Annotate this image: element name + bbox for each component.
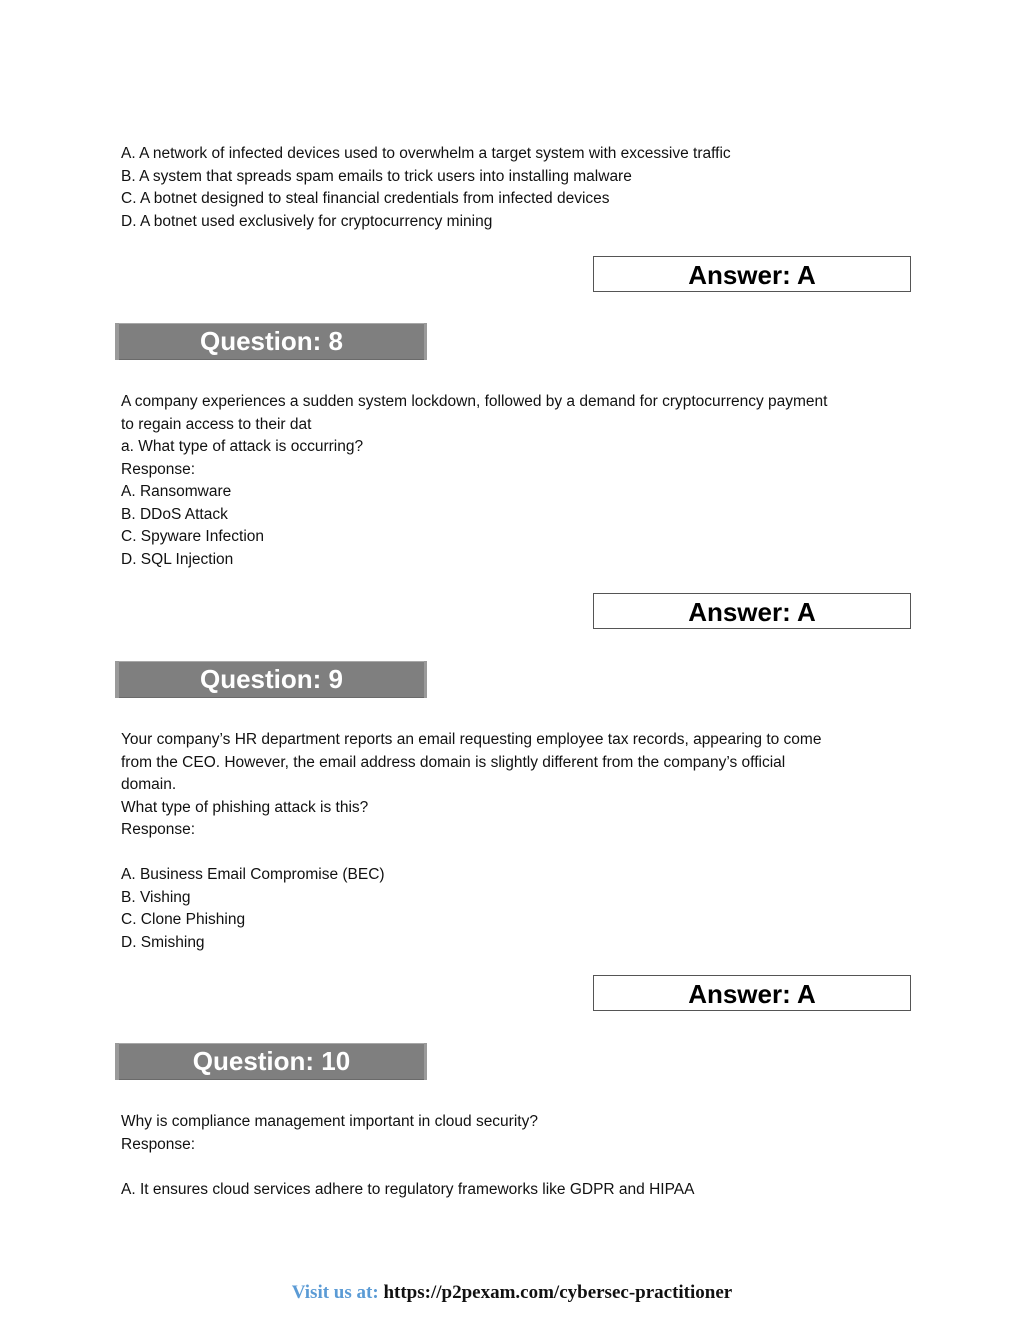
- q9-response-label: Response:: [121, 821, 196, 838]
- q8-option-a: A. Ransomware: [121, 483, 232, 500]
- q9-line: domain.: [121, 776, 177, 793]
- q9-option-c: C. Clone Phishing: [121, 911, 246, 928]
- q8-line: a. What type of attack is occurring?: [121, 438, 364, 455]
- q9-option-b: B. Vishing: [121, 888, 191, 906]
- q9-heading: Question: 9: [199, 664, 343, 694]
- q7-answer-box: Answer: A: [593, 256, 911, 292]
- footer: [0, 1281, 1024, 1305]
- footer-url-link[interactable]: https://p2pexam.com/cybersec-practitioner: [383, 1282, 733, 1303]
- q8-response-label: Response:: [121, 460, 196, 478]
- q8-answer-box: Answer: A: [593, 593, 911, 629]
- q9-answer-box: Answer: A: [593, 975, 911, 1011]
- q10-response-label: Response:: [121, 1135, 196, 1153]
- q9-heading-bar: [115, 661, 427, 698]
- q9-line: Your company’s HR department reports an email requesting employee tax records, appearing to come: [121, 731, 822, 748]
- q8-body: [121, 391, 911, 571]
- q7-option-c: C. A botnet designed to steal financial credentials from infected devices: [121, 190, 610, 207]
- spacer: [121, 842, 911, 865]
- q9-line: from the CEO. However, the email address domain is slightly different from the company’s official: [121, 753, 786, 771]
- q8-line: A company experiences a sudden system lockdown, followed by a demand for cryptocurrency payment: [121, 393, 828, 410]
- q7-option-d: D. A botnet used exclusively for cryptocurrency mining: [121, 212, 493, 230]
- q8-line: to regain access to their dat: [121, 415, 312, 433]
- q9-option-d: D. Smishing: [121, 933, 205, 951]
- q10-heading: Question: 10: [192, 1046, 351, 1076]
- q10-body: [121, 1111, 911, 1201]
- q10-heading-bar: [115, 1043, 427, 1080]
- spacer: [121, 1156, 911, 1179]
- q8-option-c: C. Spyware Infection: [121, 528, 265, 545]
- q10-option-a: A. It ensures cloud services adhere to regulatory frameworks like GDPR and HIPAA: [121, 1180, 695, 1198]
- q9-body: [121, 729, 911, 954]
- q8-heading: Question: 8: [199, 326, 343, 356]
- q9-option-a: A. Business Email Compromise (BEC): [121, 866, 385, 883]
- q8-option-d: D. SQL Injection: [121, 550, 234, 568]
- q8-option-b: B. DDoS Attack: [121, 505, 228, 523]
- footer-visit-label: Visit us at:: [291, 1282, 379, 1303]
- q9-line: What type of phishing attack is this?: [121, 798, 369, 816]
- q8-heading-bar: [115, 323, 427, 360]
- q7-option-b: B. A system that spreads spam emails to trick users into installing malware: [121, 167, 632, 185]
- q7-option-a: A. A network of infected devices used to overwhelm a target system with excessive traffic: [121, 145, 731, 162]
- q7-options: [121, 143, 911, 233]
- q10-line: Why is compliance management important in cloud security?: [121, 1113, 538, 1130]
